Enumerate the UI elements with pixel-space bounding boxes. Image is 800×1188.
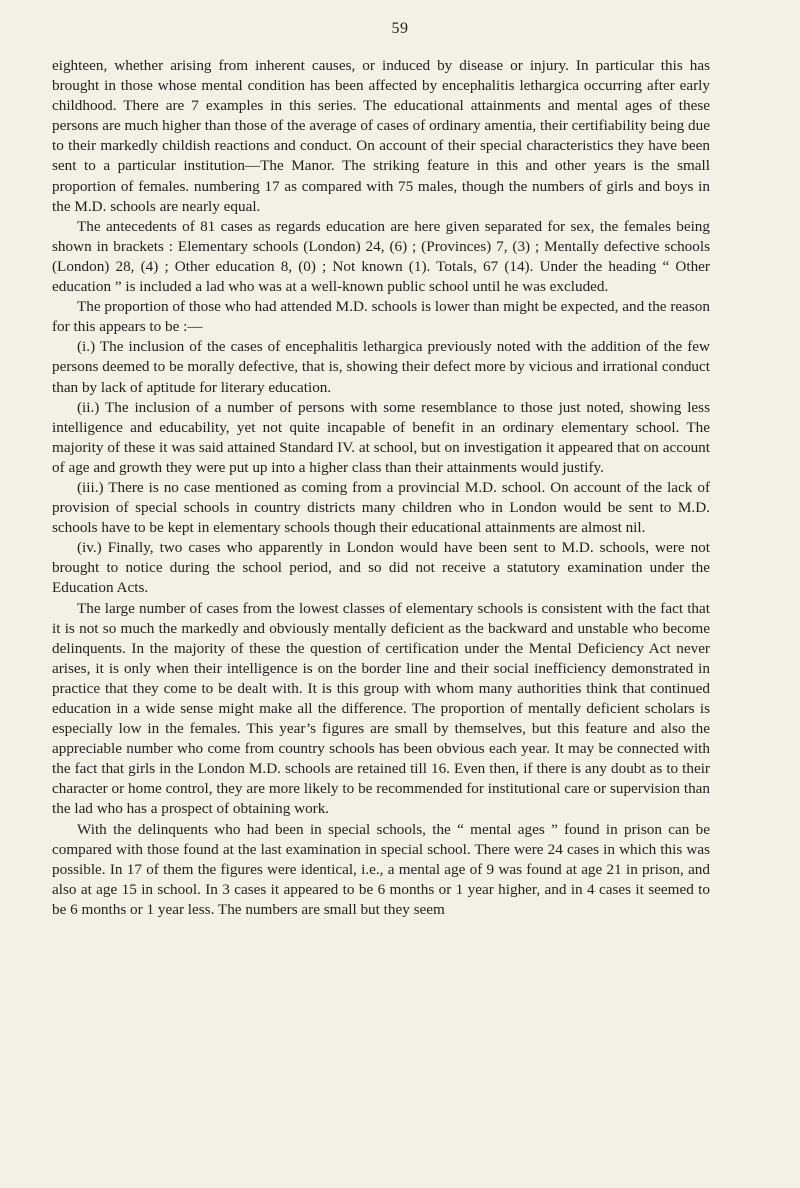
paragraph-mental-ages: With the delinquents who had been in special schools, the “ mental ages ” found in prison can be compared with those found at the last examination in special school. There were 24 cases in which this was possible. In 17 of them the figures were identical, i.e., a mental age of 9 was found at age 21 in prison, and also at age 15 in school. In 3 cases it appeared to be 6 months or 1 year higher, and in 4 cases it seemed to be 6 months or 1 year less. The numbers are small but they seem xyxy=(52,820,710,918)
paragraph-continuation: eighteen, whether arising from inherent causes, or induced by disease or injury. In particular this has brought in those whose mental condition has been affected by encephalitis lethargica occurring after early childhood. There are 7 examples in this series. The educational attainments and mental ages of these persons are much higher than those of the average of cases of ordinary amentia, their certifiability being due to their markedly childish reactions and conduct. On account of their special characteristics they have been sent to a particular institution—The Manor. The striking feature in this and other years is the small proportion of females. numbering 17 as compared with 75 males, though the numbers of girls and boys in the M.D. schools are nearly equal. xyxy=(52,57,710,215)
page-number: 59 xyxy=(391,20,409,37)
paragraph-lowest-classes: The large number of cases from the lowest classes of elementary schools is consistent with the fact that it is not so much the markedly and obviously mentally deficient as the backward and unstable who become delinquents. In the majority of these the question of certification under the Mental Deficiency Act never arises, it is only when their intelligence is on the border line and their social inefficiency demonstrated in practice that they come to be dealt with. It is this group with whom many authorities think that continued education in a wide sense might make all the difference. The proportion of mentally deficient scholars is especially low in the females. This year’s figures are small by themselves, but this feature and also the appreciable number who come from country schools has been obvious each year. It may be connected with the fact that girls in the London M.D. schools are retained till 16. Even then, if there is any doubt as to their character or home control, they are more likely to be recommended for institutional care or supervision than the lad who has a prospect of obtaining work. xyxy=(52,599,710,818)
paragraph-reason-ii: (ii.) The inclusion of a number of persons with some resemblance to those just noted, showing less intelligence and educability, yet not quite incapable of benefit in an ordinary elementary school. The majority of these it was said attained Standard IV. at school, but on investigation it appeared that on account of age and growth they were put up into a higher class than their attainments would justify. xyxy=(52,398,710,476)
paragraph-antecedents: The antecedents of 81 cases as regards education are here given separated for sex, the females being shown in brackets : Elementary schools (London) 24, (6) ; (Provinces) 7, (3) ; Mentally defective schools (London) 28, (4) ; Other education 8, (0) ; Not known (1). Totals, 67 (14). Under the heading “ Other education ” is included a lad who was at a well-known public school until he was excluded. xyxy=(52,217,710,296)
paragraph-reason-iv: (iv.) Finally, two cases who apparently in London would have been sent to M.D. schools, were not brought to notice during the school period, and so did not receive a statutory examination under the Education Acts. xyxy=(52,539,710,597)
paragraph-proportion: The proportion of those who had attended M.D. schools is lower than might be expected, and the reason for this appears to be :— xyxy=(52,298,710,336)
paragraph-reason-iii: (iii.) There is no case mentioned as coming from a provincial M.D. school. On account of the lack of provision of special schools in country districts many children who in London would be sent to M.D. schools have to be kept in elementary schools though their educational attainments are almost nil. xyxy=(52,478,710,537)
paragraph-reason-i: (i.) The inclusion of the cases of encephalitis lethargica previously noted with the addition of the few persons deemed to be morally defective, that is, showing their defect more by vicious and irrational conduct than by lack of aptitude for literary education. xyxy=(52,338,710,396)
body-text xyxy=(52,56,710,920)
